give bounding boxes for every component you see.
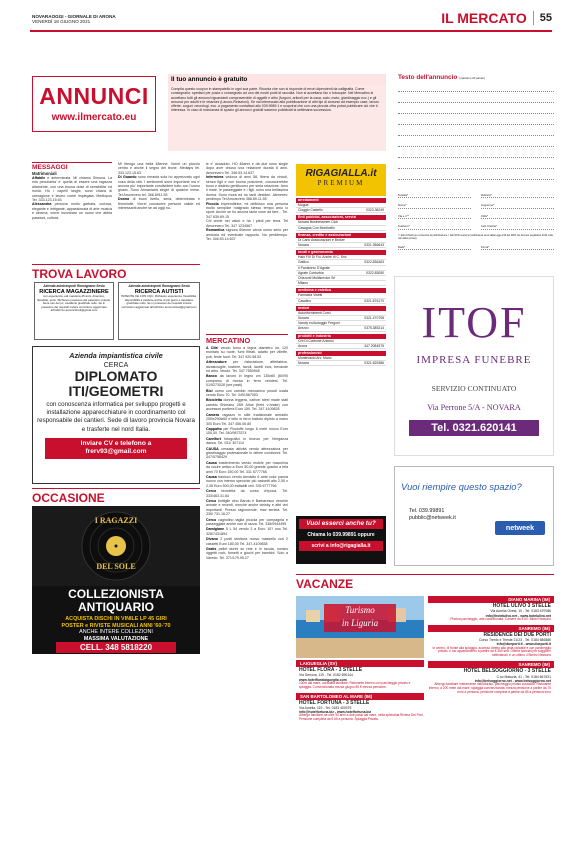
- azienda-head: Azienda impiantistica civile: [69, 351, 163, 360]
- mercatino-ad: Banco da lavoro in legno cm 135x60 (60/90 compreso di morsa in ferro vendesi. Tel. 01/9273028 (ore pasti): [206, 374, 288, 388]
- rigagialla-entry: [296, 226, 386, 231]
- mercatino-ad: Attrezzature per ristorazione, affettatrice, lavastoviglie, tostiere, tavoli, lavelli inox, bevande ed altro. Vendo. Tel. 347 7550948: [206, 360, 288, 374]
- netweek-contacts: [395, 492, 553, 522]
- rigagialla-entry-name: Casalino: [298, 298, 312, 303]
- rigagialla-entry-phone[interactable]: 0322.83050: [366, 270, 384, 275]
- gratuito-header: [168, 74, 386, 85]
- hotel-description: Piscina parcheggio, aria condizionata. Camere da € 60. Bimbi Nessuno: [450, 616, 551, 621]
- rigagialla-entry-name: Gattico: [298, 260, 309, 265]
- hotel-location: SANREMO (IM): [428, 625, 554, 632]
- hotel-location: LAIGUEGLIA (SV): [296, 660, 424, 667]
- rigagialla-entry-name: Il Pardiciero D'Agrate: [298, 265, 330, 270]
- job-ad-autisti: [118, 282, 200, 340]
- vuoi-esserci-ad: [296, 516, 386, 564]
- job-ad-magazziniere: [34, 282, 114, 340]
- messaggi-ad: Mi ritengo una bella 48enne. Vorrei un piccolo centro e anche il segno del leone. Mediaps tel. 333.123.15.63: [118, 162, 200, 175]
- messaggi-ad: Romantica signora 60enne cerca uomo serio per amicizia ed eventuale rapporto. No perditempo. Tel. 346.53.14.637: [206, 228, 288, 241]
- itof-ad: [394, 276, 554, 456]
- collezionista-ad: [32, 506, 200, 654]
- hotel-description: In centro, di fronte alla spiaggia, accesso diretto alla pista ciclabile e con parcheggio privato. Il tuo appartamento a partire da € 350 sett. Offerte speciali per soggiorni settimanali, e un ottimo 4 Bimbo Nessuno: [432, 645, 551, 658]
- coupon-note: (massimo 20 parole): [459, 76, 485, 80]
- coupon-line[interactable]: [398, 120, 554, 125]
- messaggi-ad: Alessandra persona molto garbata, curiosa, elegante e intrigante, appassionata di arte musica e cinema, vorrei incontrare un uomo che abbia passioni, cultura,: [32, 202, 112, 220]
- hotel-card: [428, 596, 554, 622]
- hotel-description: Albergo familiare interamente ristrutturato, parcheggio privato custodito. Ristorante interno, a 200 metri dal mare, spiaggia convenzionata. mezza pensione a partire da 70 euro a persona, pensione completa a partire da 85 a persona euro: [428, 682, 551, 694]
- mercatino-list: [206, 346, 288, 762]
- job-ad-body: con esperienza, età massima 45 anni, dinamico, flessibile, serio. Richiesto possesso del patentino muletto, bene uso del pc, cavallerio giudiziale nullo. Se in possesso dei requisiti inviare curriculum aggiornato all'indirizzo annuncitrudi@gmail.com: [37, 294, 111, 313]
- job-ad-head: Azienda autotrasporti Romagnano Sesia: [43, 284, 105, 288]
- hotel-location: DIANO MARINA (IM): [428, 596, 554, 603]
- paper-date: VENERDÌ 18 GIUGNO 2021: [32, 19, 91, 25]
- field-cell[interactable]: Cell. Fisiche*: [481, 225, 554, 229]
- rigagialla-entry-name: Novara Businessmen Club: [298, 220, 339, 225]
- rigagialla-entry-phone[interactable]: 0323.36249: [366, 208, 384, 213]
- rigagialla-category: arredamenti: [296, 198, 386, 203]
- collezionista-detail: ACQUISTA DISCHI IN VINILE LP 45 GIRI: [65, 616, 167, 622]
- rigagialla-entry-name: Cioggio Castello: [298, 208, 323, 213]
- vuoi-line-3[interactable]: scrivi a info@rigagialla.it: [299, 541, 383, 551]
- occasione-title: OCCASIONE: [32, 491, 105, 505]
- rigagialla-entry-phone[interactable]: 0321.356643: [364, 243, 384, 248]
- rigagialla-entry: [296, 281, 386, 286]
- hotel-web[interactable]: www.hotelfloralaigueglia.com: [299, 677, 347, 682]
- rigagialla-entry: [296, 299, 386, 304]
- vacanze-title: VACANZE: [296, 577, 354, 591]
- mercatino-ad: A Cifa' vendo forno a legna diametro int. 120 montato su ruote, fumi filtrati, adatto per villette, pub, feste fuori. Tel. 347 920.58.52: [206, 346, 288, 359]
- field-via[interactable]: Via e n°*: [398, 215, 471, 219]
- mercatino-ad: Cerco cagnolino taglia piccola per compagnia e passeggiate anche non di razza. Tel. 338/0944495: [206, 517, 288, 527]
- hotel-address: C.so Matuzia, 41 - Tel. 0184 667631: [496, 674, 551, 679]
- mercatino-ad: Bici uomo con cambio meccanico piccoli usata vendo Euro 70. Tel. 3491567053: [206, 388, 288, 398]
- rigagialla-entry: [296, 344, 386, 349]
- field-citta[interactable]: Città*: [481, 215, 554, 219]
- mercatino-ad: Camera ragazzo in stile tradizionale armadio 250lx290lx60 e letto in ferro battuto dipinto a mano 300 Euro Tel. 347 456.06.80: [206, 412, 288, 426]
- header-rule: [30, 30, 552, 32]
- page-header-right: [441, 10, 552, 26]
- mercatino-ad: Gratis pellet durini su rete e in tavola, comics oggetti rock, fumetti e giochi per bambini. Solo a Varedo. Tel. 371/179.95.27: [206, 547, 288, 560]
- rigagialla-entry-name: Mogua: [298, 203, 309, 207]
- coupon-line[interactable]: [398, 98, 554, 103]
- coupon-line[interactable]: [398, 87, 554, 92]
- hotel-card: [296, 660, 424, 690]
- mercatino-ad: Bicicletta donna leggera, carbon steel made stati cambio Shimano 28H Altus (freni v-brake) con accessori portiera Euro 150. Tel. 347 4109828: [206, 398, 288, 412]
- rigagialla-entry: [296, 361, 386, 366]
- rigagialla-entry-name: Agrate Conturbia: [298, 270, 324, 275]
- hotel-card: [296, 693, 424, 723]
- rigagialla-category: professionisti: [296, 351, 386, 356]
- rigagialla-category: finanza, credito e assicurazioni: [296, 233, 386, 238]
- rigagialla-entry-name: Halo F.lli Di Fiu. Anche di C. Snc: [298, 255, 347, 260]
- coupon-title: Testo dell'annuncio: [398, 74, 458, 81]
- mercatino-ad: Carelfort fotografici in bronzo per l'eleganza danza. Tel. 031/ 307114: [206, 436, 288, 446]
- rigagialla-entry-phone[interactable]: 0321.876170: [364, 298, 384, 303]
- netweek-email[interactable]: pubblic@netweek.it: [409, 515, 456, 521]
- rigagialla-entry-name: Arezzo: [298, 326, 309, 331]
- privacy-note: * I dati richiesti per consentire la pubblicazione. I dati NON verranno pubblicati ai sensi della legge 196 del 2003. Ex Decreto Legislativo 2016 sulla normativa privacy.: [398, 233, 553, 240]
- rigagialla-entry-name: Montevaulo Arv. Mario: [298, 356, 332, 361]
- rigagialla-entry-name: Crb Di Carbone Antonio: [298, 338, 334, 343]
- job-ad-title: RICERCA MAGAZZINIERE: [39, 288, 109, 295]
- coupon-line[interactable]: [398, 109, 554, 114]
- rigagialla-entry-name: Farmacia Visetti: [298, 293, 323, 298]
- hotel-address: Corso Trento e Trieste 21/23 - Tel. 0184 586586: [479, 638, 551, 643]
- azienda-ad: [32, 346, 200, 484]
- rigagialla-entry: [296, 243, 386, 248]
- rigagialla-list: [296, 196, 386, 514]
- collezionista-detail: POSTER e RIVISTE MUSICALI ANNI '60-'70: [61, 622, 171, 629]
- itof-address: Via Perrone 5/A - NOVARA: [427, 403, 521, 412]
- mercatino-ad: Causa trasloco vendo Armadio 6 ante color panna nuovo con interno specchio più cassetti alto 2,50 x 2,36 Euro 500,00 trattabili cell. 335 6777766: [206, 474, 288, 488]
- turismo-badge: [324, 604, 396, 632]
- rigagialla-entry-phone[interactable]: 0321.470708: [364, 316, 384, 321]
- messaggi-ad: Di Guando sono rimasta sola ho apprezzato ogni cosa della vita. I sentimenti sono importanti ma e' ancora piu' importante condividere tutto con l'uomo giusto. Sono Annamaria single di qualche mese. Tel Amorevero tel. 366.8911.55: [118, 175, 201, 197]
- rigagialla-entry-phone[interactable]: 0375.385214: [364, 326, 384, 331]
- vuoi-line-2: Chiama lo 039.99891 oppure: [307, 532, 375, 538]
- hotel-address: Via Aurelia Ovest, 10 - Tel. 0183 497086: [490, 609, 551, 614]
- job-ad-head: Azienda autotrasporti Romagnano Sesia: [128, 284, 190, 288]
- messaggi-ad: Affabile e determinata. Mi chiamo Simona. La mia peculiarita' e' quella di essere una ragazza altamente, con una buona dose di sensibilita' ed ironia. Ho i capelli lunghi, sono chiara di carnagione e lavoro come impiegata. Mediopos Tel. 333.123.15.63: [32, 176, 112, 203]
- messaggi-title: MESSAGGI: [32, 164, 68, 171]
- collezionista-line: COLLEZIONISTA: [68, 587, 164, 601]
- rigagialla-entry-name: Novara: [298, 316, 309, 321]
- occasione-header: [32, 488, 200, 504]
- field-nome[interactable]: Nome*: [398, 204, 471, 208]
- itof-sub: IMPRESA FUNEBRE: [416, 354, 532, 366]
- page-number: 55: [539, 12, 552, 24]
- field-rubrica[interactable]: Rubrica*: [481, 194, 554, 198]
- azienda-title-1: DIPLOMATO: [74, 368, 158, 384]
- coupon-line[interactable]: [398, 153, 554, 158]
- gratuito-title: Il tuo annuncio è gratuito: [171, 76, 248, 83]
- messaggi-ad: le e' accaduto. HO 46anni e da due sono single dopo aver chiuso una relazione durata 8 anni. Amorevero Tel. 346.53.14.637: [206, 162, 288, 175]
- messaggi-sub: Matrimoniali: [32, 171, 57, 176]
- rigagialla-entry-phone[interactable]: 0321.625386: [364, 361, 384, 366]
- hotels-left-column: [296, 660, 424, 770]
- hotel-description: Albergo familiare da oltre 50 anni a due passi dal mare, nella splendida Riviera Dei Fiori. Pensione completa da € 65 a persona. Spiaggia Privata.: [299, 713, 424, 722]
- hotel-web[interactable]: info@dueporti.it - www.dueporti.it: [496, 642, 551, 647]
- trova-lavoro-title: TROVA LAVORO: [32, 267, 127, 281]
- vuoi-line-1: Vuoi essercì anche tu?: [299, 519, 383, 529]
- ragazzi-sun: DEL SOLE: [96, 562, 136, 571]
- rigagialla-entry-phone[interactable]: 347.2084575: [364, 343, 384, 348]
- mercatino-ad: Cerco bottiglie vino Barolo e Barbaresco vecchie annate e recenti, nonché anche whisky e altri vini importanti. Prezzo ragionevole, max serietà. Tel. 335/ 731.16.27: [206, 499, 288, 517]
- rigagialla-entry-name: Vanoly eu/Autoggio Fergoni: [298, 321, 340, 326]
- rigagialla-entry-phone[interactable]: 0322.836463: [364, 260, 384, 265]
- messaggi-column-3: [206, 162, 288, 330]
- hotel-web[interactable]: info@hotelulivo.net - www.hotelulivo.net: [485, 613, 551, 618]
- itof-logo: ITOF: [421, 298, 527, 347]
- mercatino-ad: Damigiane 5 L 54 vendo 3 a Euro 10? uno Tel. 328/7431894: [206, 527, 288, 536]
- field-cognome[interactable]: Cognome*: [481, 204, 554, 208]
- antiquario-line: ANTIQUARIO: [78, 600, 154, 614]
- rigagialla-entry: [296, 326, 386, 331]
- rigagialla-category: medicina e estetica: [296, 288, 386, 293]
- rigagialla-entry-name: Milano: [298, 281, 308, 286]
- itof-servizio: SERVIZIO CONTINUATO: [431, 384, 517, 393]
- gratuito-box: [168, 74, 386, 152]
- azienda-title-2: ITI/GEOMETRI: [68, 383, 164, 399]
- rigagialla-entry-name: Novara: [298, 361, 309, 366]
- job-ad-body: PATENTE CE CON CQC. Richiesto esperienza, flessibilità, disponibilità a trasferte anche di più giorni e casellario giudiziale nullo. Se in possesso dei requisiti inviare curriculum aggiornato all'indirizzo annuncitrudi@gmail.com: [121, 294, 197, 309]
- mercatino-title: MERCATINO: [206, 336, 251, 345]
- azienda-cerca: CERCA: [103, 362, 129, 369]
- annunci-banner: [32, 76, 156, 132]
- hotel-name: HOTEL FLORA - 3 STELLE: [299, 667, 363, 673]
- collezionista-detail: ANCHE INTERE COLLEZIONI: [79, 629, 153, 636]
- field-data[interactable]: Data*: [398, 246, 471, 250]
- hotel-card: [428, 625, 554, 659]
- hotel-web[interactable]: info@belsoggiorno.net - www.belsoggiorno.net: [474, 678, 551, 683]
- azienda-cta[interactable]: [45, 438, 187, 459]
- mercatino-ad: Causa trasferimento vendo mobile per macchina da cucire antico a Euro 50,00 grande quadro a tela anni 70 Euro 150,00 Tel. 331 6777766: [206, 460, 288, 474]
- hotel-name: HOTEL BELSOGGIORNO - 3 STELLE: [463, 668, 551, 675]
- hotel-location: SANREMO (IM): [428, 661, 554, 668]
- rigagialla-entry: [296, 208, 386, 213]
- hotel-name: HOTEL ULIVO 3 STELLE: [492, 603, 551, 609]
- collezionista-detail: MASSIMA VALUTAZIONE: [83, 635, 149, 642]
- turismo-liguria-banner: [296, 596, 424, 658]
- collezionista-title: [32, 588, 200, 614]
- rigagialla-name: RIGAGIALLA.it: [305, 168, 377, 179]
- rigagialla-category: Enti pubblici, associazioni, servizi: [296, 215, 386, 220]
- hotel-description: 100m dal mare, cordialità familiare. Ristorante interno con parcheggio privato e spiaggia. Convenzionata mezza giugno 80 € mezza pensione.: [299, 680, 411, 689]
- section-title: IL MERCATO: [441, 10, 527, 26]
- messaggi-ad: Chi crede nei valori e ha i piedi per terra. Tel Amorevero Tel. 347 1234567: [206, 219, 288, 228]
- rigagialla-entry-name: Autorifornimenti Corsi: [298, 310, 331, 315]
- turismo-line-2: in Liguria: [341, 618, 379, 628]
- rigagialla-category: prodotti e industria: [296, 334, 386, 339]
- itof-phone[interactable]: Tel. 0321.620141: [409, 420, 539, 436]
- field-telefono[interactable]: Telefono*: [398, 225, 471, 229]
- netweek-phone[interactable]: Tel. 039.99891: [409, 508, 445, 514]
- trova-lavoro-header: [32, 264, 200, 280]
- rigagialla-entry-name: Di Carlo Assicurazioni e Broker: [298, 237, 345, 242]
- messaggi-ad: Donna di buon livello, seria, determinata e femminile. Vorrei conoscere persone valide ed interessanti anche se ad oggi nu-: [118, 197, 201, 211]
- field-firma[interactable]: Firma*: [481, 246, 554, 250]
- collezionista-phone[interactable]: CELL. 348 5818220: [56, 642, 176, 653]
- turismo-line-1: Turismo: [345, 605, 375, 615]
- mercatino-ad: CAUSA cessata attività vendo attrezzatura per giardinaggio professionale in ottime condizioni. Tel. 347/5758429: [206, 446, 288, 460]
- hotel-address: Via Genova, 119 - Tel. 0182 690144: [299, 673, 353, 678]
- hotel-location: SAN BARTOLOMEO AL MARE (IM): [296, 693, 424, 700]
- hotel-address: Via Aurelia, 119 - Tel. 0183 400075: [299, 706, 352, 711]
- hotel-name: HOTEL FORTUNA - 3 STELLE: [299, 699, 370, 706]
- rigagialla-entry-name: Casagna Con Monticello: [298, 225, 335, 230]
- azienda-cta-line: Inviare CV e telefono a: [80, 439, 152, 447]
- coupon-line[interactable]: [398, 164, 554, 169]
- header-divider: [533, 11, 534, 25]
- netweek-ad: [394, 466, 554, 566]
- hotels-right-column: [428, 596, 554, 770]
- rigagialla-premium: PREMIUM: [317, 179, 365, 187]
- coupon-form: [398, 74, 554, 266]
- rigagialla-entry-name: Arona: [298, 343, 308, 348]
- messaggi-rule: [32, 162, 112, 163]
- azienda-email: frerv93@gmail.com: [85, 448, 147, 456]
- messaggi-column-2: [118, 162, 200, 262]
- coupon-line[interactable]: [398, 142, 554, 147]
- annunci-title: ANNUNCI: [39, 83, 149, 109]
- rigagialla-entry-name: Orizzonti Multiservice Srl: [298, 276, 336, 281]
- job-ad-title: RICERCA AUTISTI: [134, 288, 184, 295]
- netweek-headline: Vuoi riempire questo spazio?: [401, 481, 522, 492]
- messaggi-ad: Infermiera vedova di anni 58, libera da vincoli, senza figli e con buona posizione, conoscerebbe buon e distinto gentiluomo per seria relazione. Amo il mare, le passeggiate e i figli. sono una bellissima donna. Sono mora ed ho tanti desideri. Ateneres: perdimpo Tel Amorevero 366.89.11.55: [206, 175, 288, 202]
- annunci-url[interactable]: www.ilmercato.eu: [51, 112, 137, 123]
- collezionista-details: [32, 616, 200, 642]
- mercatino-ad: Cerco bicicletta da corsa d'epoca. Tel. 333/463.31.84: [206, 489, 288, 498]
- hotel-card: [428, 661, 554, 695]
- hotel-web[interactable]: info@hotelfortuna.biz - www.hotelfortuna.biz: [299, 710, 372, 715]
- ragazzi-top: I RAGAZZI: [94, 516, 138, 525]
- azienda-body: con conoscenza informatica per sviluppo progetti e installazione apparecchiature in coordinamento col responsabile dei cantieri. Sede di lavoro provincia Novara e trasferte nel nord Italia.: [37, 401, 195, 433]
- paper-name: NOVARAOGGI - GIORNALE DI ARONA: [32, 14, 116, 19]
- hotel-name: RESIDENCE DEI DUE PORTI: [483, 631, 551, 638]
- netweek-logo: netweek: [495, 521, 545, 535]
- coupon-line[interactable]: [398, 175, 554, 180]
- rigagialla-category: motori: [296, 306, 386, 311]
- messaggi-ad: Piccola imprenditrice, mi definisco una persona molto semplice malgrado stesso tempo amo lo sport. Anche se ho ancora tante cose da fare... Tel. 347 639.69.15: [206, 201, 289, 219]
- coupon-line[interactable]: [398, 131, 554, 136]
- messaggi-column: [32, 162, 112, 262]
- field-testata[interactable]: Testata*: [398, 194, 471, 198]
- mercatino-ad: Divano 2 posti struttura nuovo massello con 2 cassetti Euro 180,00 Tel. 347-4109838: [206, 537, 288, 546]
- rigagialla-logo: [296, 164, 386, 196]
- vacanze-header: [296, 574, 554, 590]
- rigagialla-entry-name: Novara: [298, 243, 309, 248]
- gratuito-body: Compila questo coupon in stampatello in ogni sua parte. Ricorda che non si risponde di errori dipendenti da calligrafia. Come consegnarlo: spedisci per posta o consegnalo ad uno dei nostri punti di raccolta. Non si accettano fax o fotocopie. Nel Mercatino si accettano tutti gli annunci riguardanti compravendite di oggetti e altro (furgoni, articoli per la casa, auto, moto, giardinaggio ecc.) e gli annunci per adulti e le relazioni (Lavoro-Relazioni). Se vai interessato alla pubblicazione di altri tipi di annunci ad esempio case, lavoro offerte, auguri, necrologi, ecc. a pagamento contattaci allo 039.9989.1 e scoprirai che con una piccola cifra potrai pubblicare ciò che ti interessa. In caso di mancanza di spazio gli annunci gratuiti saranno pubblicati la settimana successiva.: [168, 85, 386, 151]
- rigagialla-category: locali e gastronomia: [296, 250, 386, 255]
- page-header-left: [32, 14, 116, 24]
- mercatino-ad: Cappotto per Rouloffe lungo 6 metri nuovo Euro 150,00. Tel. 340/9873374: [206, 426, 288, 436]
